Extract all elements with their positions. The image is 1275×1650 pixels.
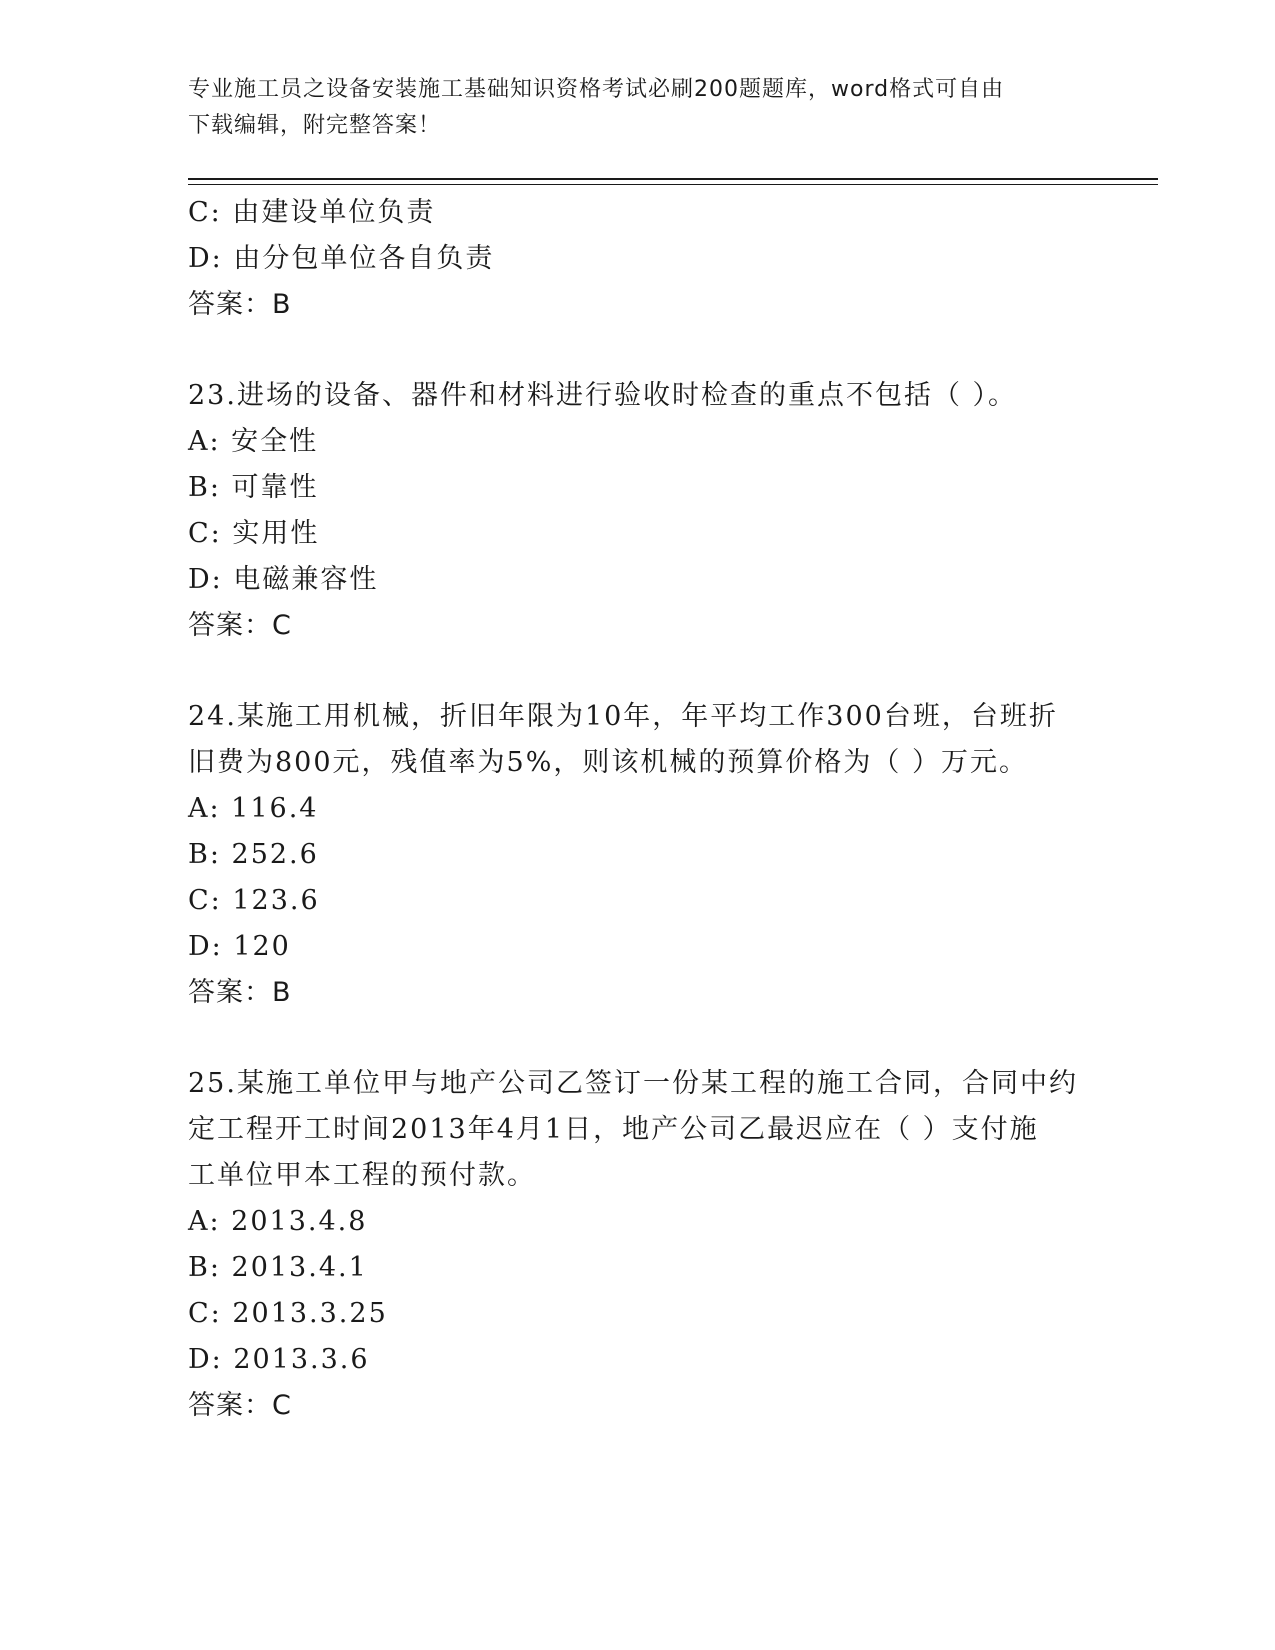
option-a: A: 2013.4.8 [188, 1206, 368, 1237]
question-list [188, 190, 1088, 1429]
header-rule-thick [188, 178, 1158, 180]
spacer [188, 649, 1088, 694]
option-c: C: 由建设单位负责 [188, 197, 436, 228]
question-text: 25.某施工单位甲与地产公司乙签订一份某工程的施工合同，合同中约 [188, 1068, 1078, 1099]
header-line-2: 下载编辑，附完整答案！ [188, 113, 442, 138]
option-d: D: 120 [188, 931, 291, 962]
question-text: 工单位甲本工程的预付款。 [188, 1160, 536, 1191]
answer-line: 答案：B [188, 289, 292, 320]
question-block-22 [188, 190, 1088, 328]
option-d: D: 电磁兼容性 [188, 564, 379, 595]
option-b: B: 可靠性 [188, 472, 319, 503]
option-a: A: 116.4 [188, 793, 319, 824]
answer-line: 答案：C [188, 610, 292, 641]
question-text: 定工程开工时间2013年4月1日，地产公司乙最迟应在（ ）支付施 [188, 1114, 1039, 1145]
question-text: 23.进场的设备、器件和材料进行验收时检查的重点不包括（ ）。 [188, 380, 1018, 411]
option-d: D: 2013.3.6 [188, 1344, 370, 1375]
question-block-25 [188, 1061, 1088, 1429]
answer-line: 答案：B [188, 977, 292, 1008]
option-c: C: 123.6 [188, 885, 320, 916]
header-rule-thin [188, 184, 1158, 185]
option-b: B: 252.6 [188, 839, 319, 870]
option-b: B: 2013.4.1 [188, 1252, 368, 1283]
option-d: D: 由分包单位各自负责 [188, 243, 495, 274]
option-c: C: 2013.3.25 [188, 1298, 388, 1329]
answer-line: 答案：C [188, 1390, 292, 1421]
spacer [188, 328, 1088, 373]
question-text: 24.某施工用机械，折旧年限为10年，年平均工作300台班，台班折 [188, 701, 1058, 732]
option-c: C: 实用性 [188, 518, 320, 549]
document-header [188, 72, 1088, 144]
header-line-1: 专业施工员之设备安装施工基础知识资格考试必刷200题题库，word格式可自由 [188, 77, 1005, 102]
question-block-23 [188, 373, 1088, 649]
question-text: 旧费为800元，残值率为5%，则该机械的预算价格为（ ）万元。 [188, 747, 1028, 778]
option-a: A: 安全性 [188, 426, 319, 457]
spacer [188, 1016, 1088, 1061]
question-block-24 [188, 694, 1088, 1016]
